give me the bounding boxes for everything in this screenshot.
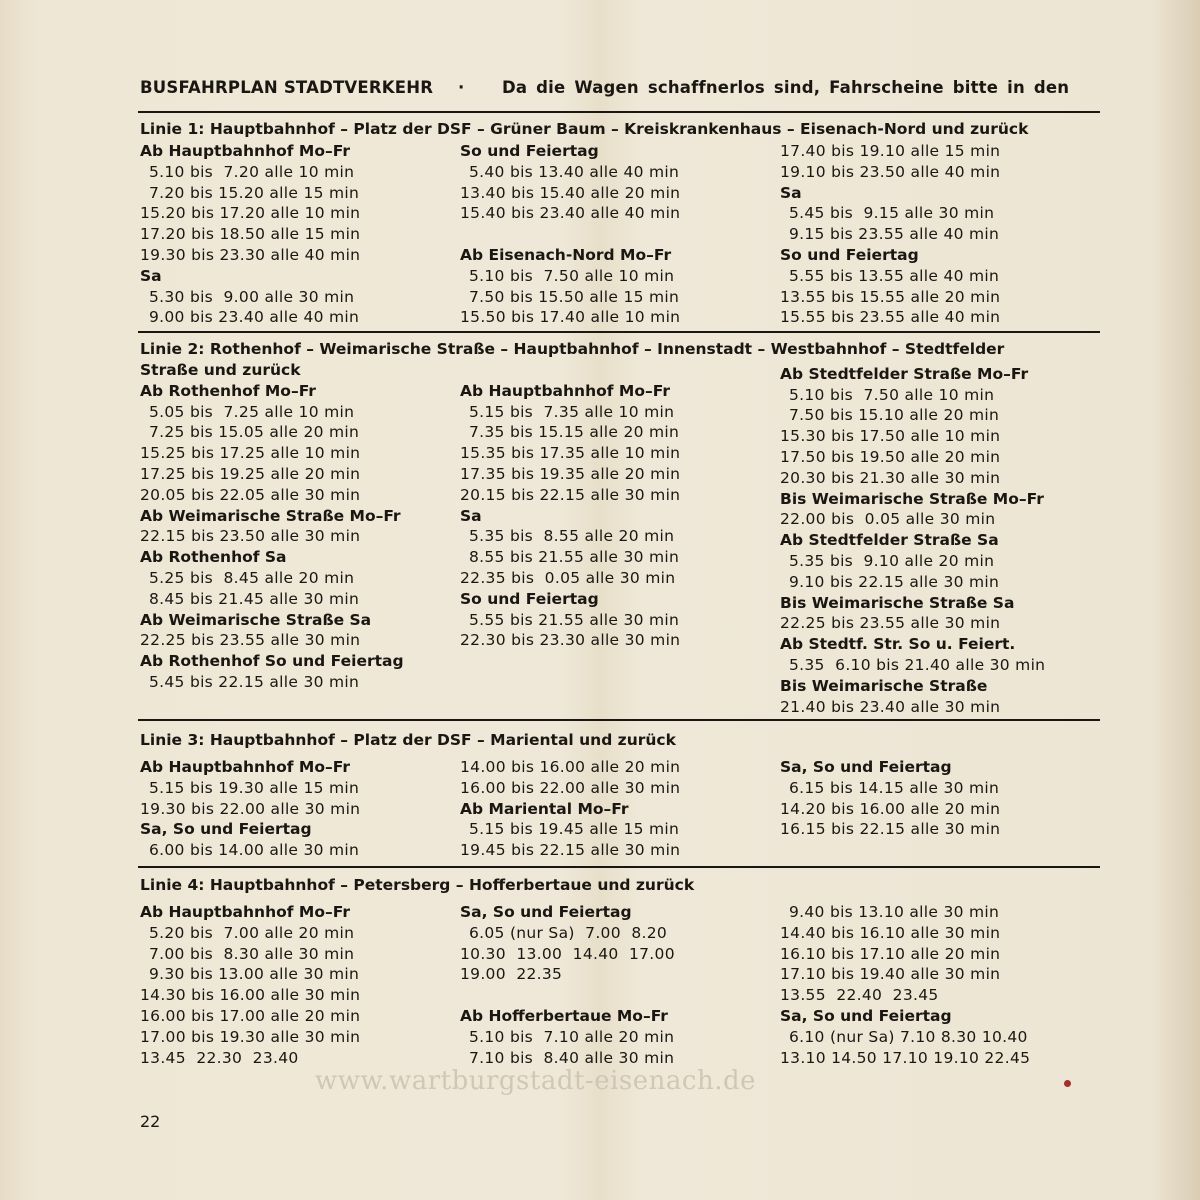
schedule-entry: 15.50 bis 17.40 alle 10 min [460,308,681,327]
schedule-entry: 6.05 (nur Sa) 7.00 8.20 [469,923,668,942]
schedule-entry: 5.35 bis 8.55 alle 20 min [469,527,675,546]
schedule-entry: 19.00 22.35 [460,965,563,984]
schedule-entry: 5.40 bis 13.40 alle 40 min [469,162,680,181]
schedule-entry: 17.35 bis 19.35 alle 20 min [460,465,681,483]
schedule-entry: 19.45 bis 22.15 alle 30 min [460,841,681,860]
schedule-entry: 7.10 bis 8.40 alle 30 min [469,1048,675,1067]
schedule-heading: Bis Weimarische Straße Mo–Fr [780,489,1044,508]
schedule-heading: Sa, So und Feiertag [780,758,952,776]
schedule-entry: 8.55 bis 21.55 alle 30 min [469,548,680,567]
schedule-entry: 6.10 (nur Sa) 7.10 8.30 10.40 [789,1027,1028,1046]
schedule-entry: 13.55 22.40 23.45 [780,986,939,1005]
schedule-entry: 13.40 bis 15.40 alle 20 min [460,183,681,202]
watermark-text: www.wartburgstadt-eisenach.de [315,1066,756,1096]
schedule-entry: 13.55 bis 15.55 alle 20 min [780,287,1001,306]
schedule-entry: 5.20 bis 7.00 alle 20 min [149,923,355,942]
schedule-entry: 16.15 bis 22.15 alle 30 min [780,820,1001,839]
line-1-title: Linie 1: Hauptbahnhof – Platz der DSF – Grüner Baum – Kreiskrankenhaus – Eisenach-Nord und zurück [140,120,1029,138]
schedule-entry: 7.00 bis 8.30 alle 30 min [149,944,355,963]
schedule-entry: 17.20 bis 18.50 alle 15 min [140,225,361,244]
schedule-entry: 16.10 bis 17.10 alle 20 min [780,944,1001,963]
header-separator: · [458,78,465,97]
schedule-entry: 19.30 bis 22.00 alle 30 min [140,799,361,818]
schedule-entry: 7.25 bis 15.05 alle 20 min [149,423,360,442]
schedule-entry: 7.50 bis 15.50 alle 15 min [469,287,680,306]
schedule-entry: 16.00 bis 22.00 alle 30 min [460,778,681,797]
schedule-heading: Sa [460,506,482,525]
ink-dot [1064,1080,1071,1087]
schedule-heading: Ab Hauptbahnhof Mo–Fr [140,903,350,921]
schedule-entry: 17.40 bis 19.10 alle 15 min [780,142,1001,160]
divider-rule [138,719,1100,721]
schedule-entry: 7.35 bis 15.15 alle 20 min [469,423,680,442]
schedule-heading: Ab Rothenhof So und Feiertag [140,652,404,671]
schedule-heading: Sa, So und Feiertag [780,1007,952,1025]
schedule-heading: Ab Mariental Mo–Fr [460,799,629,818]
schedule-entry: 5.55 bis 21.55 alle 30 min [469,610,680,629]
schedule-entry: 14.00 bis 16.00 alle 20 min [460,758,681,776]
schedule-entry: 5.25 bis 8.45 alle 20 min [149,569,355,587]
schedule-entry: 5.15 bis 19.45 alle 15 min [469,820,680,839]
schedule-entry: 22.00 bis 0.05 alle 30 min [780,510,996,529]
schedule-entry: 5.35 6.10 bis 21.40 alle 30 min [789,656,1046,674]
schedule-entry: 20.05 bis 22.05 alle 30 min [140,485,361,504]
schedule-entry: 21.40 bis 23.40 alle 30 min [780,697,1001,716]
schedule-entry: 17.25 bis 19.25 alle 20 min [140,465,361,483]
schedule-heading: So und Feiertag [460,589,599,608]
schedule-entry: 7.20 bis 15.20 alle 15 min [149,183,360,202]
schedule-entry: 15.20 bis 17.20 alle 10 min [140,204,361,223]
schedule-entry: 5.05 bis 7.25 alle 10 min [149,402,355,421]
schedule-entry: 15.25 bis 17.25 alle 10 min [140,444,361,463]
schedule-heading: Sa [140,266,162,285]
schedule-heading: Ab Hauptbahnhof Mo–Fr [140,758,350,776]
schedule-entry: 9.15 bis 23.55 alle 40 min [789,225,1000,244]
schedule-entry: 5.30 bis 9.00 alle 30 min [149,287,355,306]
schedule-entry: 14.30 bis 16.00 alle 30 min [140,986,361,1005]
schedule-entry: 5.45 bis 22.15 alle 30 min [149,673,360,691]
schedule-heading: Ab Stedtfelder Straße Sa [780,531,999,550]
header-notice: Da die Wagen schaffnerlos sind, Fahrscheine bitte in den [502,78,1070,97]
schedule-entry: 7.50 bis 15.10 alle 20 min [789,406,1000,425]
schedule-entry: 17.00 bis 19.30 alle 30 min [140,1027,361,1046]
schedule-heading: Ab Weimarische Straße Sa [140,610,372,629]
divider-rule [138,866,1100,868]
schedule-entry: 9.00 bis 23.40 alle 40 min [149,308,360,327]
schedule-heading: Ab Rothenhof Mo–Fr [140,381,316,400]
schedule-entry: 22.35 bis 0.05 alle 30 min [460,569,676,587]
schedule-entry: 5.10 bis 7.20 alle 10 min [149,162,355,181]
schedule-entry: 5.10 bis 7.50 alle 10 min [469,266,675,285]
schedule-heading: Ab Stedtfelder Straße Mo–Fr [780,364,1029,383]
page-number: 22 [140,1112,161,1131]
schedule-entry: 22.25 bis 23.55 alle 30 min [140,631,361,650]
schedule-entry: 19.30 bis 23.30 alle 40 min [140,246,361,264]
schedule-entry: 13.45 22.30 23.40 [140,1048,299,1067]
header-title: BUSFAHRPLAN STADTVERKEHR [140,78,434,97]
schedule-entry: 15.40 bis 23.40 alle 40 min [460,204,681,223]
schedule-entry: 22.15 bis 23.50 alle 30 min [140,527,361,546]
schedule-entry: 14.40 bis 16.10 alle 30 min [780,923,1001,942]
schedule-heading: Ab Hauptbahnhof Mo–Fr [460,381,670,400]
schedule-entry: 20.15 bis 22.15 alle 30 min [460,485,681,504]
schedule-heading: Bis Weimarische Straße [780,676,988,695]
schedule-entry: 19.10 bis 23.50 alle 40 min [780,162,1001,181]
schedule-entry: 9.40 bis 13.10 alle 30 min [789,903,1000,921]
schedule-heading: Sa, So und Feiertag [460,903,632,921]
schedule-heading: Ab Hofferbertaue Mo–Fr [460,1007,668,1025]
schedule-heading: Straße und zurück [140,361,301,379]
schedule-entry: 5.10 bis 7.10 alle 20 min [469,1027,675,1046]
line-3-title: Linie 3: Hauptbahnhof – Platz der DSF – Mariental und zurück [140,731,676,749]
schedule-entry: 5.15 bis 19.30 alle 15 min [149,778,360,797]
schedule-entry: 13.10 14.50 17.10 19.10 22.45 [780,1048,1031,1067]
line-4-title: Linie 4: Hauptbahnhof – Petersberg – Hofferbertaue und zurück [140,876,695,894]
schedule-entry: 5.10 bis 7.50 alle 10 min [789,385,995,404]
schedule-heading: Sa, So und Feiertag [140,820,312,839]
schedule-entry: 8.45 bis 21.45 alle 30 min [149,589,360,608]
schedule-entry: 5.15 bis 7.35 alle 10 min [469,402,675,421]
schedule-heading: So und Feiertag [780,246,919,264]
schedule-entry: 14.20 bis 16.00 alle 20 min [780,799,1001,818]
schedule-entry: 5.45 bis 9.15 alle 30 min [789,204,995,223]
schedule-heading: Sa [780,183,802,202]
schedule-entry: 5.35 bis 9.10 alle 20 min [789,552,995,570]
schedule-entry: 6.00 bis 14.00 alle 30 min [149,841,360,860]
schedule-heading: Bis Weimarische Straße Sa [780,593,1015,612]
schedule-entry: 9.30 bis 13.00 alle 30 min [149,965,360,984]
schedule-heading: So und Feiertag [460,142,599,160]
schedule-entry: 10.30 13.00 14.40 17.00 [460,944,675,963]
schedule-entry: 15.55 bis 23.55 alle 40 min [780,308,1001,327]
schedule-heading: Ab Stedtf. Str. So u. Feiert. [780,635,1016,654]
divider-rule [138,331,1100,333]
schedule-entry: 22.25 bis 23.55 alle 30 min [780,614,1001,633]
schedule-entry: 16.00 bis 17.00 alle 20 min [140,1007,361,1025]
schedule-entry: 22.30 bis 23.30 alle 30 min [460,631,681,650]
schedule-entry: 20.30 bis 21.30 alle 30 min [780,468,1001,487]
schedule-entry: 9.10 bis 22.15 alle 30 min [789,572,1000,591]
schedule-heading: Ab Weimarische Straße Mo–Fr [140,506,401,525]
schedule-heading: Ab Eisenach-Nord Mo–Fr [460,246,672,264]
schedule-entry: 17.50 bis 19.50 alle 20 min [780,448,1001,466]
divider-rule [138,111,1100,113]
schedule-entry: 17.10 bis 19.40 alle 30 min [780,965,1001,984]
schedule-heading: Ab Rothenhof Sa [140,548,287,567]
schedule-entry: 6.15 bis 14.15 alle 30 min [789,778,1000,797]
line-2-title: Linie 2: Rothenhof – Weimarische Straße – Hauptbahnhof – Innenstadt – Westbahnhof – Stedtfelder [140,340,1005,358]
schedule-heading: Ab Hauptbahnhof Mo–Fr [140,142,350,160]
schedule-entry: 15.30 bis 17.50 alle 10 min [780,427,1001,446]
schedule-entry: 15.35 bis 17.35 alle 10 min [460,444,681,463]
schedule-entry: 5.55 bis 13.55 alle 40 min [789,266,1000,285]
